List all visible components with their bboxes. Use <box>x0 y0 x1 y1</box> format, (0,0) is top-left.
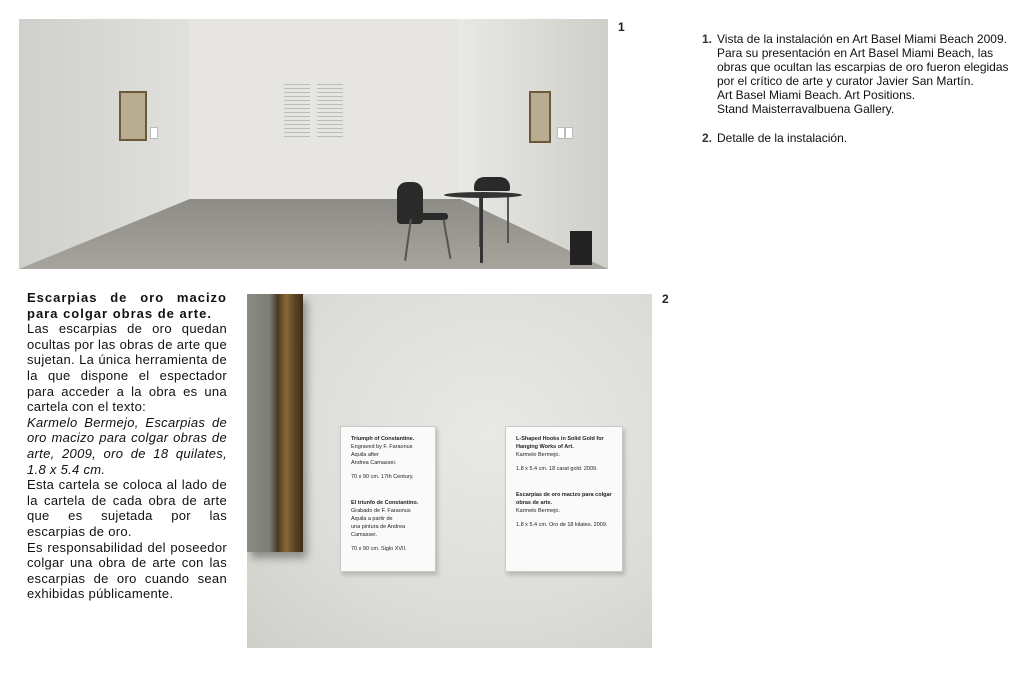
installation-photo <box>19 19 608 269</box>
caption-line: obras que ocultan las escarpias de oro fueron elegidas <box>717 60 1009 74</box>
equipment-box <box>570 231 592 265</box>
detail-photo <box>247 294 652 648</box>
photo-number-1: 1 <box>618 20 625 34</box>
description-body: Esta cartela se coloca al lado de la cartela de cada obra de arte que es sujetada por las escarpias de oro. <box>27 477 227 539</box>
description-conclusion: Es responsabilidad del poseedor colgar una obra de arte con las escarpias de oro cuando sean exhibidas públicamente. <box>27 539 227 602</box>
caption-item-2 <box>702 131 1018 145</box>
caption-line: Vista de la instalación en Art Basel Miami Beach 2009. <box>717 32 1007 46</box>
caption-line: Stand Maisterravalbuena Gallery. <box>717 102 895 116</box>
framed-artwork-left <box>119 91 147 141</box>
card-title: obras de arte. <box>516 500 553 506</box>
caption-line: Para su presentación en Art Basel Miami Beach, las <box>717 46 994 60</box>
wall-text-panel <box>317 84 343 139</box>
wall-label <box>150 127 158 139</box>
card-meta: 1.8 x 5.4 cm. Oro de 18 kilates. 2009. <box>516 522 608 528</box>
caption-line: Art Basel Miami Beach. Art Positions. <box>717 88 916 102</box>
caption-item-1 <box>702 32 1018 116</box>
description-title: Escarpias de oro macizo para colgar obras de arte. <box>27 290 227 321</box>
table-top <box>444 192 522 198</box>
card-title: Escarpias de oro macizo para colgar <box>516 492 612 498</box>
card-meta: 70 x 90 cm. Siglo XVII. <box>351 546 407 552</box>
card-title: L-Shaped Hooks in Solid Gold for <box>516 436 604 442</box>
description-intro: Las escarpias de oro quedan ocultas por las obras de arte que sujetan. La única herramienta de la que dispone el espectador para acceder a la obra es una cartela con el texto: <box>27 321 227 415</box>
photo-caption <box>702 32 1018 145</box>
card-text: Engraved by F. Faraonus Aquila after <box>351 444 413 458</box>
card-text: Karmelo Bermejo. <box>516 508 561 514</box>
wall-label <box>557 127 565 139</box>
chair-leg <box>507 197 509 243</box>
caption-line: Detalle de la instalación. <box>717 131 848 145</box>
chair-back <box>474 177 510 191</box>
table-leg <box>480 197 483 263</box>
wall-label <box>565 127 573 139</box>
card-text: Karmelo Bermejo. <box>516 452 561 458</box>
caption-line: por el crítico de arte y curator Javier San Martín. <box>717 74 974 88</box>
picture-frame-edge <box>247 294 303 552</box>
label-card-artwork <box>340 426 436 572</box>
card-title: Hanging Works of Art. <box>516 444 574 450</box>
card-meta: 1.8 x 5.4 cm. 18 carat gold. 2009. <box>516 466 598 472</box>
card-title: Triumph of Constantine. <box>351 436 415 442</box>
description-column <box>27 290 227 602</box>
label-card-gold-hooks <box>505 426 623 572</box>
card-text: Grabado de F. Faraonus Aquila a partir de <box>351 508 411 522</box>
photo-number-2: 2 <box>662 292 669 306</box>
wall-text-panel <box>284 84 310 139</box>
card-text: una pintura de Andrea Camassei. <box>351 524 406 538</box>
description-quote: Karmelo Bermejo, Escarpias de oro macizo para colgar obras de arte, 2009, oro de 18 quilates, 1.8 x 5.4 cm. <box>27 414 227 477</box>
card-meta: 70 x 90 cm. 17th Century. <box>351 474 414 480</box>
caption-number: 2. <box>702 131 713 145</box>
caption-number: 1. <box>702 32 713 46</box>
card-title: El triunfo de Constantino. <box>351 500 419 506</box>
framed-artwork-right <box>529 91 551 143</box>
card-text: Andrea Camassei. <box>351 460 397 466</box>
